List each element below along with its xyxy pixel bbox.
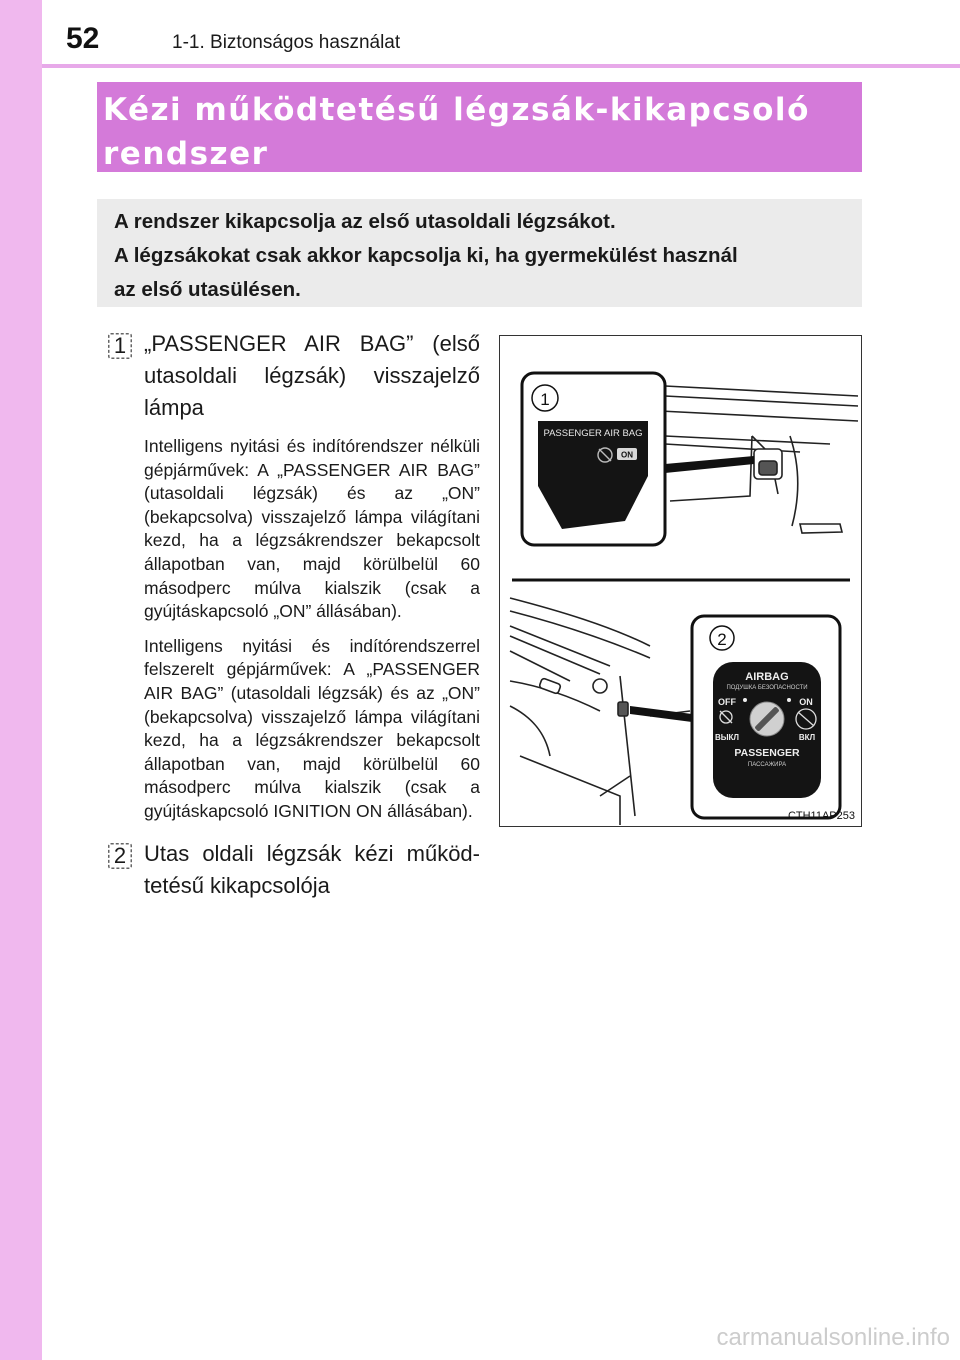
intro-line-2: A légzsákokat csak akkor kapcsolja ki, ha gyermekülést használ bbox=[114, 244, 738, 267]
on-position-dot bbox=[787, 698, 791, 702]
item-1-paragraph-1: Intelligens nyitási és indítórendszer nélküli gépjárművek: A „PASSENGER AIR BAG” (utasoldali légzsák) és az „ON” (bekapcsolva) visszajelző lámpa világítani kezd, ha a légzsákrendszer bekapcsolt állapotban van, majd körülbelül 60 másodperc múlva kialszik (csak a gyújtáskapcsoló „ON” állásában). bbox=[144, 436, 480, 622]
switch-on-ru-label: ВКЛ bbox=[798, 733, 816, 742]
illustration-drawing bbox=[500, 336, 860, 825]
lamp-on-label: ON bbox=[621, 450, 633, 460]
lamp-label: PASSENGER AIR BAG bbox=[543, 428, 643, 439]
callout-2-leader bbox=[630, 706, 692, 722]
intro-line-3: az első utasülésen. bbox=[114, 278, 301, 301]
intro-box bbox=[97, 199, 862, 307]
side-color-strip bbox=[0, 0, 42, 1360]
text-column bbox=[108, 328, 480, 902]
callout-2-number: 2 bbox=[717, 630, 727, 649]
off-position-dot bbox=[743, 698, 747, 702]
item-1-paragraph-2: Intelligens nyitási és indítórendszerrel felszerelt gépjárművek: A „PASSENGER AIR BAG” (utasoldali légzsák) és az „ON” (bekapcsolva) visszajelző lámpa világítani kezd, ha a légzsákrendszer bekapcsolt állapotban van, majd körülbelül 60 másodperc múlva kialszik (csak a gyújtáskapcsoló IGNITION ON állásában). bbox=[144, 635, 480, 821]
list-item-2 bbox=[108, 838, 480, 902]
switch-on-label: ON bbox=[799, 697, 813, 707]
page-number: 52 bbox=[66, 22, 100, 55]
running-header: 1-1. Biztonságos használat bbox=[172, 32, 401, 53]
item-title-2: Utas oldali légzsák kézi működtetésű kikapcsolója bbox=[144, 840, 480, 898]
dashboard-details bbox=[539, 678, 628, 716]
switch-off-ru-label: ВЫКЛ bbox=[714, 733, 740, 742]
callout-1-number: 1 bbox=[540, 390, 550, 409]
figure-code: CTH11AP253 bbox=[787, 810, 855, 822]
watermark: carmanualsonline.info bbox=[716, 1324, 950, 1351]
header-rule bbox=[42, 64, 960, 68]
item-number-2: 2 bbox=[113, 842, 127, 868]
airbag-illustration bbox=[499, 335, 862, 827]
list-item-1 bbox=[108, 328, 480, 824]
section-title-line-2: rendszer bbox=[103, 136, 269, 172]
intro-line-1: A rendszer kikapcsolja az első utasoldali légzsákot. bbox=[114, 210, 616, 233]
switch-off-label: OFF bbox=[718, 697, 736, 707]
item-title-1: „PASSENGER AIR BAG” (első utasoldali légzsák) visszajelző lámpa bbox=[144, 331, 480, 420]
switch-subtitle: ПОДУШКА БЕЗОПАСНОСТИ bbox=[726, 685, 808, 691]
switch-passenger-label: PASSENGER bbox=[734, 747, 800, 759]
switch-title: AIRBAG bbox=[745, 671, 789, 683]
item-body-1 bbox=[144, 435, 480, 824]
item-number-1: 1 bbox=[113, 333, 127, 358]
callout-1-leader bbox=[665, 456, 754, 473]
switch-passenger-ru-label: ПАССАЖИРА bbox=[747, 762, 787, 768]
section-title-box bbox=[97, 82, 862, 172]
section-title-line-1: Kézi működtetésű légzsák-kikapcsoló bbox=[103, 92, 810, 128]
lamp-housing bbox=[754, 449, 782, 479]
